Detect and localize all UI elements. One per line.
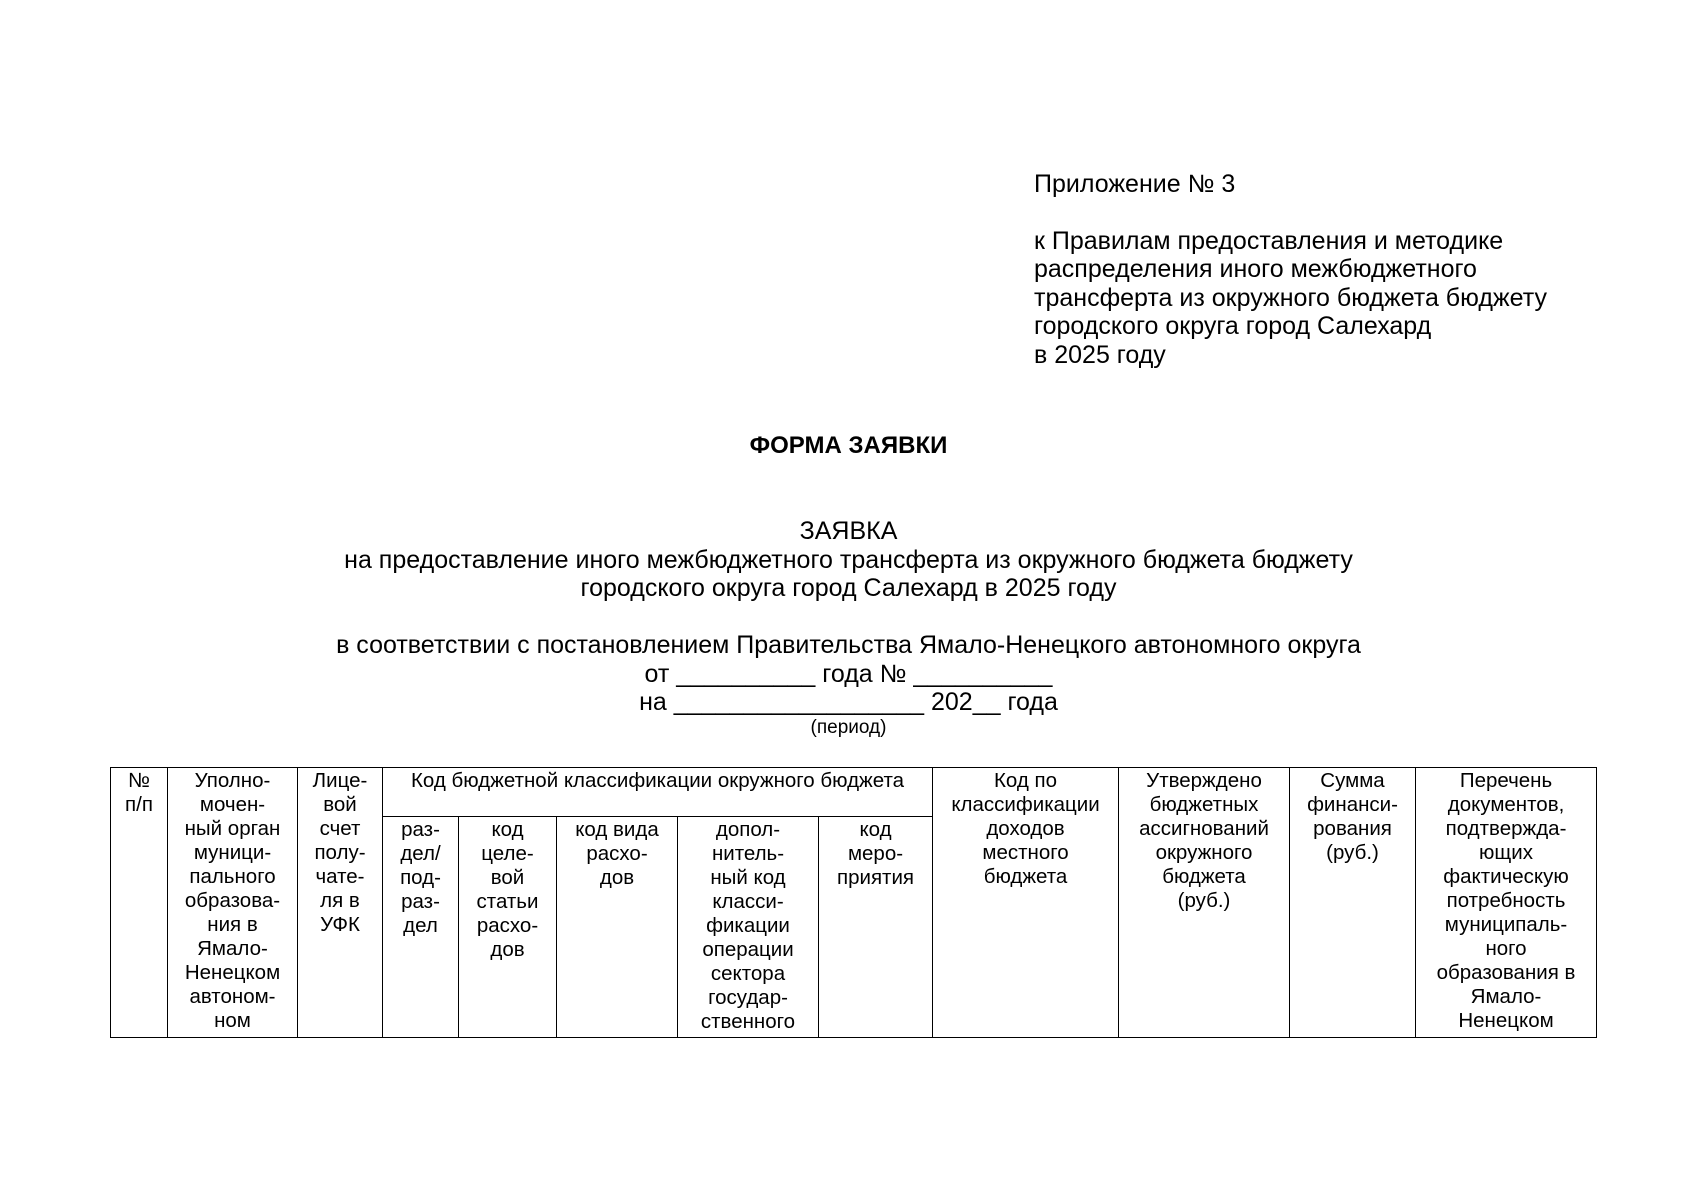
appendix-line: трансферта из окружного бюджета бюджету [1034,283,1547,312]
appendix-number: Приложение № 3 [1034,170,1236,198]
table-header-row [111,768,1597,817]
header-documents-list: Перечень документов, подтвержда- ющих фактическую потребность муниципаль- ного образования в Ямало- Ненецком [1416,768,1597,1038]
subheader-event-code: код меро- приятия [819,817,933,1038]
decree-block [0,631,1697,717]
subheader-additional-code: допол- нитель- ный код класси- фикации операции сектора государ- ственного [678,817,819,1038]
subheader-expense-type: код вида расхо- дов [557,817,678,1038]
appendix-line: распределения иного межбюджетного [1034,255,1477,283]
subheader-target-code: код целе- вой статьи расхо- дов [459,817,557,1038]
header-budget-code-group: Код бюджетной классификации окружного бюджета [383,768,933,817]
header-account: Лице- вой счет полу- чате- ля в УФК [298,768,383,1038]
appendix-block [1034,170,1654,369]
period-line: на __________________ 202__ года [639,688,1058,716]
period-caption: (период) [810,717,887,738]
request-table [110,767,1597,1038]
request-title: ЗАЯВКА [799,517,898,545]
subheader-section: раз- дел/ под- раз- дел [383,817,459,1038]
decree-line: в соответствии с постановлением Правительства Ямало-Ненецкого автономного округа [336,631,1361,659]
request-subtitle-line: городского округа город Салехард в 2025 году [580,574,1117,602]
header-local-income-code: Код по классификации доходов местного бюджета [933,768,1119,1038]
header-authority: Уполно- мочен- ный орган муници- пального образова- ния в Ямало- Ненецком автоном- ном [168,768,298,1038]
header-number: № п/п [111,768,168,1038]
header-approved-allocations: Утверждено бюджетных ассигнований окружного бюджета (руб.) [1119,768,1290,1038]
appendix-line: в 2025 году [1034,340,1166,369]
date-line: от __________ года № __________ [644,659,1053,688]
header-funding-amount: Сумма финанси- рования (руб.) [1290,768,1416,1038]
request-subtitle-line: на предоставление иного межбюджетного трансферта из окружного бюджета бюджету [344,545,1353,574]
appendix-line: городского округа город Салехард [1034,312,1432,340]
request-header [0,517,1697,603]
appendix-line: к Правилам предоставления и методике [1034,226,1504,255]
form-title: ФОРМА ЗАЯВКИ [749,432,948,459]
